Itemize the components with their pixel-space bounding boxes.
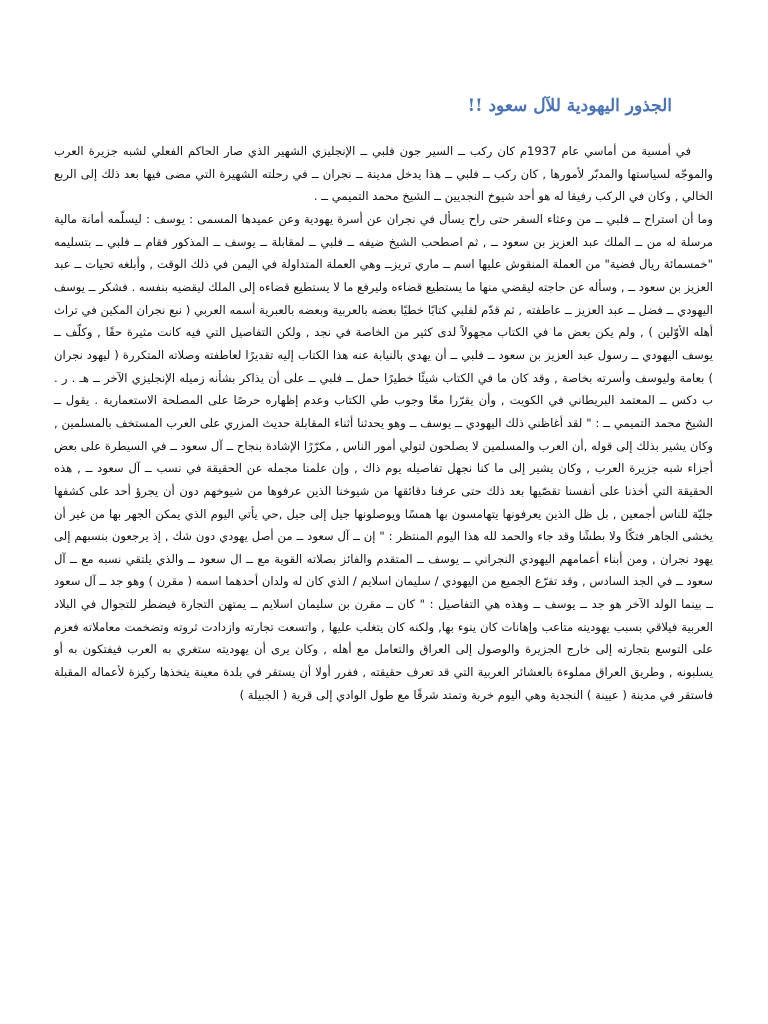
article-body bbox=[54, 140, 713, 706]
paragraph: في أمسية من أماسي عام 1937م كان ركب ــ السير جون فلبي ــ الإنجليزي الشهير الذي صار الحاكم الفعلي لشبه جزيرة العرب والموجّه لسياستها والمدبّر لأمورها , كان ركب ــ فلبي ــ هذا يدخل مدينة ــ نجران ــ في رحلته الشهيرة التي مضى فيها بعد ذلك إلى الربع الخالي , وكان في الركب رفيقا له هو أحد شيوخ النجديين ــ الشيخ محمد التميمي ــ . bbox=[54, 144, 713, 204]
page-title: الجذور اليهودية للآل سعود !! bbox=[467, 96, 672, 116]
paragraph: وما أن استراح ــ فلبي ــ من وعثاء السفر حتى راح يسأل في نجران عن أسرة يهودية وعن عميدها المسمى : يوسف : ليسلّمه أمانة مالية مرسلة له من ــ الملك عبد العزيز بن سعود ــ , ثم اصطحب الشيخ ضيفه ــ فلبي ــ لمقابلة ــ يوسف ــ المذكور فقام ــ فلبي ــ بتسليمه "خمسمائة ريال فضية" من العملة المنقوش عليها اسم ــ ماري تريزــ وهي العملة المتداولة في اليمن في ذلك الوقت , وأبلغه تحيات ــ عبد العزيز بن سعود ــ , وسأله عن حاجته ليقضي منها ما يستطيع قضاءه وليرفع ما لا يستطيع قضاءه إلى الملك ليقضيه بنفسه . فشكر ــ يوسف اليهودي ــ فضل ــ عبد العزيز ــ عاطفته , ثم قدّم لفلبي كتابًا خطيًا بعضه بالعربية وبعضه بالعبرية أسمه العربي ( نبع نجران المكين في تراث أهله الأوّلين ) , ولم يكن بعض ما في الكتاب مجهولاً لدى كثير من الخاصة في نجد , ولكن التفاصيل التي فيه كانت مثيرة حقًا , وكلّف ــ يوسف اليهودي ــ رسول عبد العزيز بن سعود ــ فلبي ــ أن يهدي بالنيابة عنه هذا الكتاب إليه تقديرًا لعاطفته وصلاته المتكررة ( ليهود نجران ) بعامة وليوسف وأسرته بخاصة , وقد كان ما في الكتاب شيئًا خطيرًا حمل ــ فلبي ــ على أن يذاكر بشأنه زميله الإنجليزي الآخر ــ هـ . ر . ب دكس ــ المعتمد البريطاني في الكويت , وأن يقرّرا معًا وجوب طي الكتاب وعدم إظهاره حرصًا على المصلحة الاستعمارية . يقول ــ الشيخ محمد التميمي ــ : " لقد أغاظني ذلك اليهودي ــ يوسف ــ وهو يحدثنا أثناء المقابلة حديث المزري على العرب المستخف بالمسلمين , وكان يشير بذلك إلى قوله ,أن العرب والمسلمين لا يصلحون لتولي أمور الناس , مكرّرًا الإشادة بنجاح ــ آل سعود ــ في السيطرة على بعض أجزاء شبه جزيرة العرب , وكان يشير إلى ما كنا نجهل تفاصيله يوم ذاك , وإن علمنا مجمله عن الحقيقة في نسب ــ آل سعود ــ , هذه الحقيقة التي أخذنا على أنفسنا تقصّيها بعد ذلك حتى عرفنا دقائقها من شيوخنا الذين عرفوها من شيوخهم دون أن يجرؤ أحد على كشفها جليّة للناس أجمعين , بل ظل الذين يعرفونها يتهامسون بها همسًا ويوصلونها جيل إلى جيل ,حي يأتي اليوم الذي يمكن الجهر بها من غير أن يخشى الجاهر فتكًا ولا بطشًا وقد جاء والحمد لله هذا اليوم المنتظر : " إن ــ آل سعود ــ من أصل يهودي دون شك , إذ يرجعون بنسبهم إلى يهود نجران , ومن أبناء أعمامهم اليهودي النجراني ــ يوسف ــ المتقدم والفائز بصلاته القوية مع ــ ال سعود ــ والذي يلتقي نسبه مع ــ آل سعود ــ في الجد السادس , وقد تفرّع الجميع من اليهودي / سليمان اسلايم / الذي كان له ولدان أحدهما اسمه ( مقرن ) وهو جد ــ آل سعود ــ بينما الولد الآخر هو جد ــ يوسف ــ وهذه هي التفاصيل : " كان ــ مقرن بن سليمان اسلايم ــ يمتهن التجارة فيضطر للتجوال في البلاد العربية فيلاقي بسبب يهوديته متاعب وإهانات كان ينوء بها, ولكنه كان يتغلب عليها , واتسعت تجارته وازدادت ثروته وتضخمت معاملاته فعزم على التوسع بتجارته إلى خارج الجزيرة والوصول إلى العراق والتعامل مع أهله , وكان يرى أن يهوديته ستغري به العرب فيفتكون به أو يسلبونه , وطريق العراق مملوءة بالعشائر العربية التي قد تعرف حقيقته , ففرر أولا أن يستقر في بلدة معينة يتخذها ركيزة لأعماله المقبلة فاستقر في مدينة ( عيينة ) النجدية وهي اليوم خربة وتمتد شرقًا مع طول الوادي إلى قرية ( الجبيلة ) bbox=[54, 211, 713, 702]
